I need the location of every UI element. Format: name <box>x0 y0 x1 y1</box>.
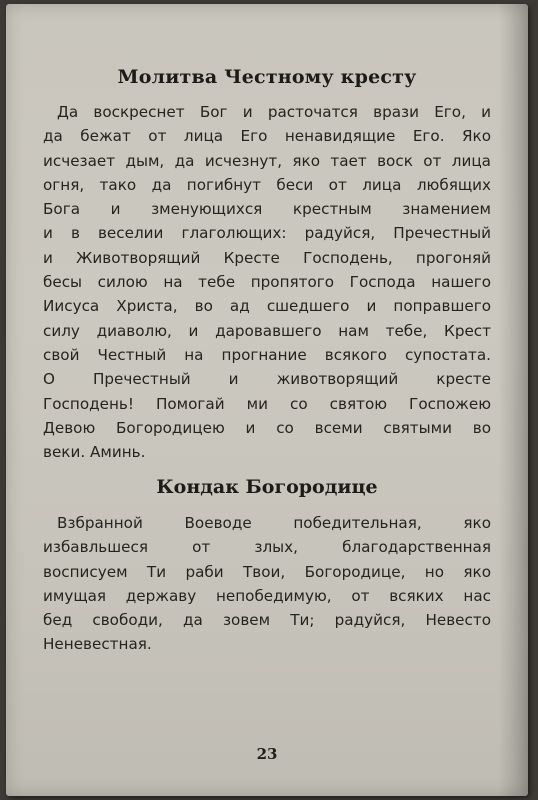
text-line: огня, тако да погибнут беси от лица любящих <box>43 175 491 194</box>
text-line: Неневестная. <box>43 635 152 654</box>
book-page <box>6 4 528 796</box>
page-edge-shadow <box>498 4 528 796</box>
text-line: восписуем Ти раби Твои, Богородице, но яко <box>43 562 491 581</box>
text-line: веки. Аминь. <box>43 443 146 462</box>
kontakion-title: Кондак Богородице <box>156 476 378 498</box>
text-line: бед свободи, да зовем Ти; радуйся, Невесто <box>43 611 491 630</box>
prayer-title: Молитва Честному кресту <box>117 66 417 88</box>
text-line: да бежат от лица Его ненавидящие Его. Яко <box>43 127 491 146</box>
text-line: избавльшеся от злых, благодарственная <box>43 538 491 557</box>
text-line: свой Честный на прогнание всякого супостата. <box>43 345 491 364</box>
text-line: силу диаволю, и даровавшего нам тебе, Крест <box>43 321 491 340</box>
text-line: исчезает дым, да исчезнут, яко тает воск от лица <box>43 151 491 170</box>
text-line: Да воскреснет Бог и расточатся врази Его, и <box>57 103 491 121</box>
text-line: Взбранной Воеводе победительная, яко <box>57 514 491 532</box>
text-line: имущая державу непобедимую, от всяких нас <box>43 586 491 605</box>
text-line: О Пречестный и животворящий кресте <box>43 370 491 389</box>
text-line: и в веселии глаголющих: радуйся, Пречестный <box>43 224 491 243</box>
text-line: Господень! Помогай ми со святою Госпожею <box>43 394 491 413</box>
text-line: Бога и зменующихся крестным знамением <box>43 200 491 219</box>
kontakion-text <box>43 511 491 657</box>
prayer-text <box>43 100 491 464</box>
text-line: Девою Богородицею и со всеми святыми во <box>43 418 491 437</box>
text-line: и Животворящий Кресте Господень, прогоняй <box>43 248 491 267</box>
text-line: Иисуса Христа, во ад сшедшего и поправшего <box>43 297 491 316</box>
page-number: 23 <box>256 745 278 763</box>
text-line: бесы силою на тебе пропятого Господа нашего <box>43 273 491 292</box>
